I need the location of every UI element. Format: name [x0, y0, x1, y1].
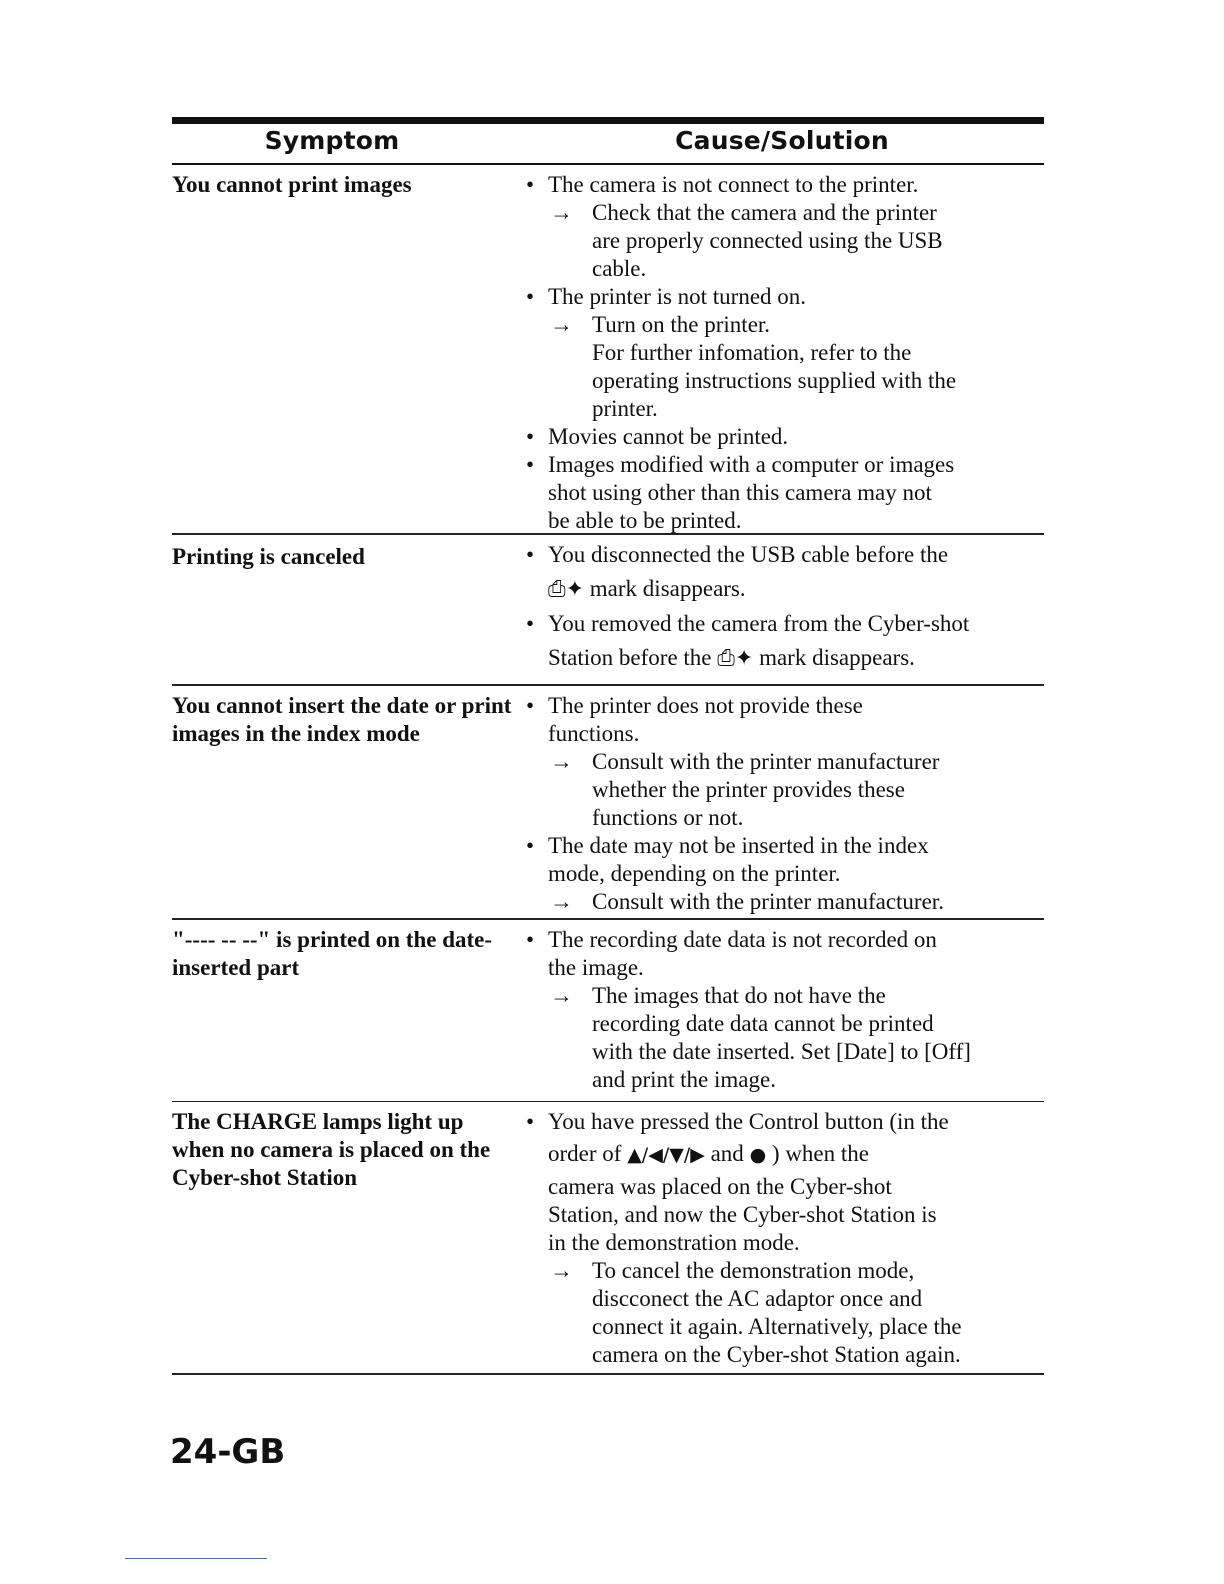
list-item: recording date data cannot be printed	[592, 1011, 934, 1036]
list-item: cable.	[592, 256, 647, 281]
page-number: 24-GB	[170, 1432, 286, 1472]
table-row	[172, 1102, 1044, 1372]
symptom-text: The CHARGE lamps light up when no camera is placed on the Cyber-shot Station	[172, 1109, 491, 1190]
print-mark-icon: ⎙✦	[717, 646, 754, 671]
symptom-text: "---- -- --" is printed on the date-inserted part	[172, 927, 493, 980]
arrow-icon: →	[550, 983, 573, 1008]
list-item: → Turn on the printer.	[550, 312, 771, 337]
arrow-icon: →	[550, 1258, 573, 1283]
list-item: • You removed the camera from the Cyber-shot	[520, 610, 1040, 638]
list-item: in the demonstration mode.	[548, 1230, 800, 1255]
list-item: • The printer is not turned on.	[520, 283, 1040, 311]
list-item: are properly connected using the USB	[592, 228, 943, 253]
cause-text	[520, 926, 1040, 1094]
list-item: with the date inserted. Set [Date] to [Off]	[592, 1039, 971, 1064]
center-button-icon: ●	[749, 1144, 767, 1166]
symptom-text: You cannot insert the date or print images in the index mode	[172, 693, 512, 746]
divider	[125, 1558, 267, 1559]
table-row	[172, 165, 1044, 533]
arrow-icon: →	[550, 200, 573, 225]
list-item: Station before the ⎙✦ mark disappears.	[548, 645, 915, 671]
control-keys-icon: ▲/◀/▼/▶	[627, 1144, 705, 1166]
list-item: • The date may not be inserted in the index	[520, 832, 1040, 860]
table-row	[172, 686, 1044, 918]
arrow-icon: →	[550, 749, 573, 774]
table-bottom-rule	[172, 1373, 1044, 1375]
list-item: and print the image.	[592, 1067, 776, 1092]
list-item: be able to be printed.	[548, 508, 742, 533]
cause-text	[520, 692, 1040, 916]
cause-text	[520, 541, 1040, 679]
list-item: • The recording date data is not recorded on	[520, 926, 1040, 954]
list-item: functions or not.	[592, 805, 744, 830]
list-item: • The camera is not connect to the printer.	[520, 171, 1040, 199]
symptom-text: You cannot print images	[172, 172, 412, 197]
list-item: camera on the Cyber-shot Station again.	[592, 1342, 961, 1367]
symptom-text: Printing is canceled	[172, 544, 365, 569]
cause-text	[520, 1108, 1040, 1369]
table-row	[172, 535, 1044, 683]
list-item: → To cancel the demonstration mode,	[550, 1258, 915, 1283]
list-item: • The printer does not provide these	[520, 692, 1040, 720]
list-item: shot using other than this camera may not	[548, 480, 932, 505]
table-row	[172, 920, 1044, 1100]
arrow-icon: →	[550, 889, 573, 914]
list-item: whether the printer provides these	[592, 777, 905, 802]
list-item: order of ▲/◀/▼/▶ and ● ) when the	[548, 1141, 869, 1166]
list-item: operating instructions supplied with the	[592, 368, 957, 393]
list-item: discconect the AC adaptor once and	[592, 1286, 923, 1311]
list-item: → Check that the camera and the printer	[550, 200, 937, 225]
symptom-header: Symptom	[264, 126, 400, 155]
arrow-icon: →	[550, 312, 573, 337]
list-item: connect it again. Alternatively, place the	[592, 1314, 962, 1339]
list-item: For further infomation, refer to the	[592, 340, 912, 365]
list-item: → Consult with the printer manufacturer	[550, 749, 940, 774]
list-item: ⎙✦ mark disappears.	[548, 576, 746, 602]
list-item: functions.	[548, 721, 640, 746]
list-item: → Consult with the printer manufacturer.	[550, 889, 944, 914]
list-item: • Images modified with a computer or images	[520, 451, 1040, 479]
list-item: • You have pressed the Control button (in the	[520, 1108, 1040, 1136]
list-item: Station, and now the Cyber-shot Station is	[548, 1202, 937, 1227]
cause-text	[520, 171, 1040, 535]
list-item: mode, depending on the printer.	[548, 861, 841, 886]
list-item: the image.	[548, 955, 644, 980]
list-item: printer.	[592, 396, 658, 421]
list-item: • Movies cannot be printed.	[520, 423, 1040, 451]
list-item: → The images that do not have the	[550, 983, 886, 1008]
cause-solution-header: Cause/Solution	[675, 126, 889, 155]
list-item: • You disconnected the USB cable before the	[520, 541, 1040, 569]
list-item: camera was placed on the Cyber-shot	[548, 1174, 892, 1199]
print-mark-icon: ⎙✦	[548, 577, 585, 602]
table-top-rule	[172, 117, 1044, 124]
